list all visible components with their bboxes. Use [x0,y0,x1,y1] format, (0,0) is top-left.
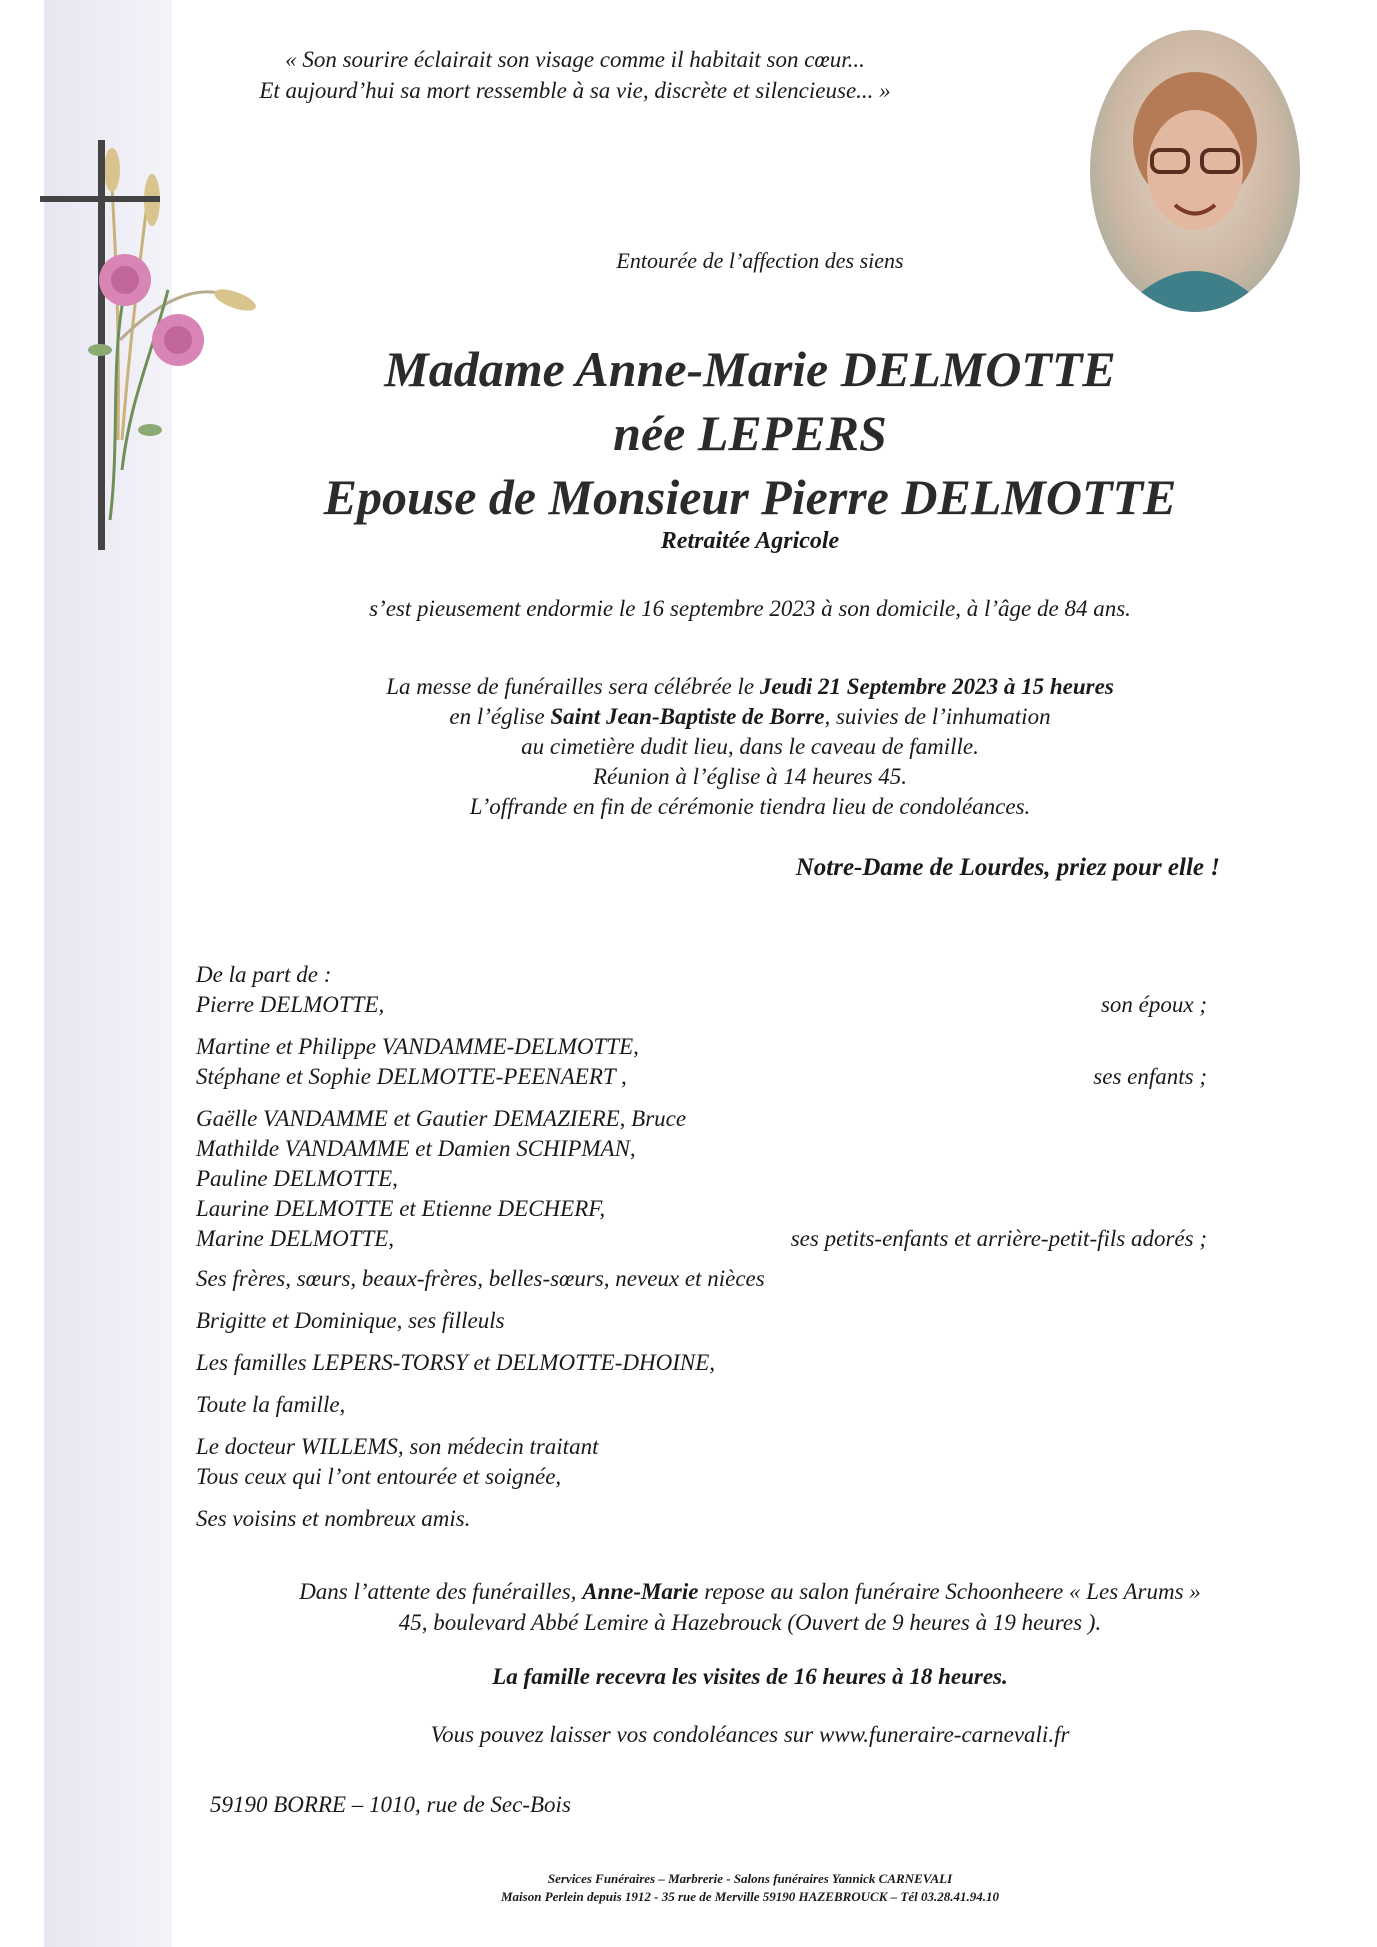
messe-line-2-text: en l’église [449,704,551,729]
family-godchildren: Brigitte et Dominique, ses filleuls [196,1308,505,1333]
spouse-line: Epouse de Monsieur Pierre DELMOTTE [323,469,1177,525]
family-grandchildren-1: Gaëlle VANDAMME et Gautier DEMAZIERE, Bruce [196,1106,687,1131]
family-grandchildren-4: Laurine DELMOTTE et Etienne DECHERF, [196,1196,606,1221]
family-spouse-relation: son époux ; [1100,992,1207,1017]
family-intro: De la part de : [196,962,332,987]
quote-line-2: Et aujourd’hui sa mort ressemble à sa vie, discrète et silencieuse... » [259,78,891,103]
family-all: Toute la famille, [196,1392,346,1417]
portrait-photo [1090,30,1300,312]
salon-line-2: 45, boulevard Abbé Lemire à Hazebrouck (Ouvert de 9 heures à 19 heures ). [398,1610,1102,1635]
messe-line-1-text: La messe de funérailles sera célébrée le [386,674,760,699]
salon-first-name: Anne-Marie [582,1579,699,1604]
messe-line-3: au cimetière dudit lieu, dans le caveau de famille. [521,734,979,759]
condolences-website: Vous pouvez laisser vos condoléances sur www.funeraire-carnevali.fr [430,1722,1070,1747]
footer [300,1870,1200,1906]
prayer: Notre-Dame de Lourdes, priez pour elle ! [795,854,1220,881]
messe-line-2-end: , suivies de l’inhumation [824,704,1051,729]
family-grandchildren-5: Marine DELMOTTE, [196,1226,395,1251]
death-notice: s’est pieusement endormie le 16 septembre 2023 à son domicile, à l’âge de 84 ans. [369,596,1131,621]
entouree-text: Entourée de l’affection des siens [616,248,904,273]
deceased-name: Madame Anne-Marie DELMOTTE [384,341,1116,397]
footer-line-2: Maison Perlein depuis 1912 - 35 rue de Merville 59190 HAZEBROUCK – Tél 03.28.41.94.10 [501,1889,999,1904]
messe-line-4: Réunion à l’église à 14 heures 45. [592,764,908,789]
profession: Retraitée Agricole [660,528,840,554]
family-children-2: Stéphane et Sophie DELMOTTE-PEENAERT , [196,1064,627,1089]
salon-line-1-text: Dans l’attente des funérailles, [299,1579,583,1604]
family-neighbours: Ses voisins et nombreux amis. [196,1506,471,1531]
church-name: Saint Jean-Baptiste de Borre [550,704,825,729]
family-doctor: Le docteur WILLEMS, son médecin traitant [196,1434,599,1459]
funeral-date: Jeudi 21 Septembre 2023 à 15 heures [759,674,1114,699]
opening-quote [190,44,960,106]
salon-line-1-end: repose au salon funéraire Schoonheere « Les Arums » [698,1579,1201,1604]
footer-line-1: Services Funéraires – Marbrerie - Salons funéraires Yannick CARNEVALI [547,1871,953,1886]
funeral-mass-info [250,672,1250,822]
messe-line-5: L’offrande en fin de cérémonie tiendra lieu de condoléances. [469,794,1031,819]
family-families: Les familles LEPERS-TORSY et DELMOTTE-DHOINE, [196,1350,715,1375]
address: 59190 BORRE – 1010, rue de Sec-Bois [210,1792,571,1817]
family-spouse: Pierre DELMOTTE, [196,992,385,1017]
family-grandchildren-relation: ses petits-enfants et arrière-petit-fils adorés ; [790,1226,1207,1251]
family-carers: Tous ceux qui l’ont entourée et soignée, [196,1464,562,1489]
quote-line-1: « Son sourire éclairait son visage comme il habitait son cœur... [285,47,865,72]
family-children-1: Martine et Philippe VANDAMME-DELMOTTE, [196,1034,639,1059]
visiting-hours: La famille recevra les visites de 16 heures à 18 heures. [492,1664,1008,1689]
maiden-name: née LEPERS [613,405,887,461]
family-grandchildren-3: Pauline DELMOTTE, [196,1166,398,1191]
family-children-relation: ses enfants ; [1093,1064,1207,1089]
family-siblings: Ses frères, sœurs, beaux-frères, belles-sœurs, neveux et nièces [196,1266,765,1291]
funeral-home-info [220,1576,1280,1638]
family-grandchildren-2: Mathilde VANDAMME et Damien SCHIPMAN, [196,1136,636,1161]
